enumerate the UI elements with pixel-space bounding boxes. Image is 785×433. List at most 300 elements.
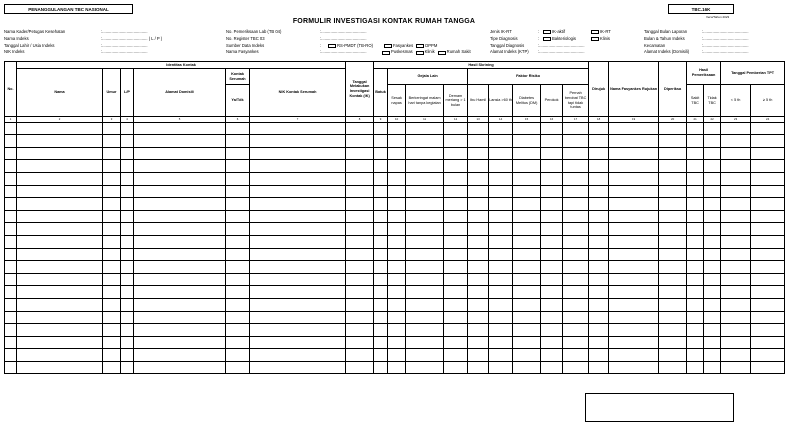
table-cell[interactable] <box>704 361 721 374</box>
info-value[interactable]: :....................................... <box>538 49 585 55</box>
table-cell[interactable] <box>751 361 785 374</box>
table-cell[interactable] <box>513 336 541 349</box>
table-cell[interactable] <box>134 185 226 198</box>
table-cell[interactable] <box>121 273 134 286</box>
table-cell[interactable] <box>5 336 17 349</box>
table-cell[interactable] <box>444 235 468 248</box>
table-cell[interactable] <box>444 122 468 135</box>
table-cell[interactable] <box>250 210 346 223</box>
table-cell[interactable] <box>388 210 406 223</box>
table-cell[interactable] <box>134 198 226 211</box>
table-cell[interactable] <box>374 336 388 349</box>
table-cell[interactable] <box>589 135 609 148</box>
table-cell[interactable] <box>541 135 563 148</box>
table-cell[interactable] <box>489 135 513 148</box>
table-cell[interactable] <box>121 122 134 135</box>
table-cell[interactable] <box>687 324 704 337</box>
table-cell[interactable] <box>121 172 134 185</box>
table-cell[interactable] <box>468 311 489 324</box>
table-cell[interactable] <box>468 273 489 286</box>
table-cell[interactable] <box>121 185 134 198</box>
table-cell[interactable] <box>5 147 17 160</box>
table-cell[interactable] <box>541 223 563 236</box>
table-cell[interactable] <box>5 361 17 374</box>
table-cell[interactable] <box>226 298 250 311</box>
table-cell[interactable] <box>103 235 121 248</box>
table-cell[interactable] <box>374 261 388 274</box>
table-cell[interactable] <box>541 336 563 349</box>
table-cell[interactable] <box>751 336 785 349</box>
table-cell[interactable] <box>121 336 134 349</box>
table-cell[interactable] <box>721 336 751 349</box>
info-value[interactable]: :....................................... <box>320 35 367 41</box>
table-cell[interactable] <box>444 147 468 160</box>
table-cell[interactable] <box>489 298 513 311</box>
table-cell[interactable] <box>250 248 346 261</box>
table-cell[interactable] <box>609 273 659 286</box>
table-cell[interactable] <box>589 210 609 223</box>
table-cell[interactable] <box>751 198 785 211</box>
table-cell[interactable] <box>444 336 468 349</box>
table-cell[interactable] <box>704 349 721 362</box>
table-cell[interactable] <box>704 135 721 148</box>
table-cell[interactable] <box>17 160 103 173</box>
table-cell[interactable] <box>468 361 489 374</box>
table-cell[interactable] <box>103 135 121 148</box>
table-cell[interactable] <box>513 198 541 211</box>
table-cell[interactable] <box>704 336 721 349</box>
table-cell[interactable] <box>250 273 346 286</box>
table-cell[interactable] <box>489 361 513 374</box>
table-cell[interactable] <box>406 298 444 311</box>
table-cell[interactable] <box>103 198 121 211</box>
table-cell[interactable] <box>226 210 250 223</box>
table-cell[interactable] <box>121 160 134 173</box>
table-cell[interactable] <box>103 122 121 135</box>
table-cell[interactable] <box>226 311 250 324</box>
table-cell[interactable] <box>226 286 250 299</box>
table-cell[interactable] <box>687 223 704 236</box>
table-cell[interactable] <box>489 210 513 223</box>
table-cell[interactable] <box>444 311 468 324</box>
table-cell[interactable] <box>687 248 704 261</box>
table-cell[interactable] <box>704 286 721 299</box>
table-cell[interactable] <box>659 160 687 173</box>
table-cell[interactable] <box>563 286 589 299</box>
table-cell[interactable] <box>513 361 541 374</box>
table-cell[interactable] <box>704 223 721 236</box>
table-cell[interactable] <box>609 261 659 274</box>
table-cell[interactable] <box>513 135 541 148</box>
table-cell[interactable] <box>103 361 121 374</box>
table-cell[interactable] <box>751 160 785 173</box>
table-cell[interactable] <box>541 298 563 311</box>
table-cell[interactable] <box>489 286 513 299</box>
table-cell[interactable] <box>5 273 17 286</box>
checkbox[interactable] <box>328 44 336 48</box>
table-cell[interactable] <box>468 185 489 198</box>
table-cell[interactable] <box>226 261 250 274</box>
option-bakteriologis[interactable] <box>543 36 588 43</box>
table-cell[interactable] <box>374 273 388 286</box>
table-cell[interactable] <box>489 235 513 248</box>
table-cell[interactable] <box>563 248 589 261</box>
table-cell[interactable] <box>468 261 489 274</box>
table-cell[interactable] <box>721 235 751 248</box>
table-cell[interactable] <box>687 349 704 362</box>
table-cell[interactable] <box>563 336 589 349</box>
option-fasyankes[interactable] <box>384 43 413 50</box>
table-cell[interactable] <box>468 349 489 362</box>
table-cell[interactable] <box>406 248 444 261</box>
signature-box[interactable] <box>585 393 734 422</box>
table-cell[interactable] <box>751 122 785 135</box>
table-cell[interactable] <box>751 235 785 248</box>
table-cell[interactable] <box>226 160 250 173</box>
table-cell[interactable] <box>563 349 589 362</box>
table-cell[interactable] <box>721 198 751 211</box>
table-cell[interactable] <box>134 248 226 261</box>
table-cell[interactable] <box>513 324 541 337</box>
table-cell[interactable] <box>659 311 687 324</box>
table-cell[interactable] <box>5 210 17 223</box>
table-cell[interactable] <box>609 122 659 135</box>
table-cell[interactable] <box>563 223 589 236</box>
table-cell[interactable] <box>5 248 17 261</box>
table-cell[interactable] <box>250 261 346 274</box>
table-cell[interactable] <box>444 160 468 173</box>
table-cell[interactable] <box>444 223 468 236</box>
table-cell[interactable] <box>121 223 134 236</box>
table-cell[interactable] <box>721 223 751 236</box>
table-cell[interactable] <box>751 298 785 311</box>
table-cell[interactable] <box>103 172 121 185</box>
table-cell[interactable] <box>541 273 563 286</box>
table-cell[interactable] <box>388 349 406 362</box>
table-cell[interactable] <box>121 286 134 299</box>
table-cell[interactable] <box>5 324 17 337</box>
table-cell[interactable] <box>541 235 563 248</box>
table-cell[interactable] <box>444 135 468 148</box>
checkbox[interactable] <box>591 30 599 34</box>
table-cell[interactable] <box>5 286 17 299</box>
table-cell[interactable] <box>134 135 226 148</box>
table-cell[interactable] <box>468 336 489 349</box>
table-cell[interactable] <box>541 160 563 173</box>
table-cell[interactable] <box>134 286 226 299</box>
info-value[interactable]: :....................................... <box>702 35 749 41</box>
info-value[interactable]: :....................................... <box>320 49 367 55</box>
table-cell[interactable] <box>121 147 134 160</box>
table-cell[interactable] <box>563 324 589 337</box>
table-cell[interactable] <box>659 324 687 337</box>
table-cell[interactable] <box>346 198 374 211</box>
table-cell[interactable] <box>541 210 563 223</box>
table-cell[interactable] <box>659 235 687 248</box>
table-cell[interactable] <box>721 311 751 324</box>
table-cell[interactable] <box>468 122 489 135</box>
checkbox[interactable] <box>543 30 551 34</box>
table-cell[interactable] <box>609 147 659 160</box>
table-cell[interactable] <box>609 185 659 198</box>
table-cell[interactable] <box>17 147 103 160</box>
table-cell[interactable] <box>489 122 513 135</box>
table-cell[interactable] <box>134 336 226 349</box>
table-cell[interactable] <box>721 147 751 160</box>
table-cell[interactable] <box>374 198 388 211</box>
table-cell[interactable] <box>751 210 785 223</box>
table-cell[interactable] <box>250 286 346 299</box>
table-cell[interactable] <box>687 198 704 211</box>
table-cell[interactable] <box>226 147 250 160</box>
table-cell[interactable] <box>346 172 374 185</box>
table-cell[interactable] <box>406 185 444 198</box>
table-cell[interactable] <box>687 361 704 374</box>
table-cell[interactable] <box>5 223 17 236</box>
table-cell[interactable] <box>609 198 659 211</box>
table-cell[interactable] <box>374 349 388 362</box>
table-cell[interactable] <box>17 122 103 135</box>
table-cell[interactable] <box>468 286 489 299</box>
table-cell[interactable] <box>704 122 721 135</box>
table-cell[interactable] <box>5 135 17 148</box>
table-cell[interactable] <box>17 135 103 148</box>
table-cell[interactable] <box>489 223 513 236</box>
option-rumah-sakit[interactable] <box>438 49 471 56</box>
table-cell[interactable] <box>17 172 103 185</box>
table-cell[interactable] <box>489 198 513 211</box>
table-cell[interactable] <box>17 223 103 236</box>
table-cell[interactable] <box>513 160 541 173</box>
table-cell[interactable] <box>134 235 226 248</box>
table-cell[interactable] <box>609 349 659 362</box>
table-cell[interactable] <box>687 122 704 135</box>
table-cell[interactable] <box>563 273 589 286</box>
table-cell[interactable] <box>121 361 134 374</box>
table-cell[interactable] <box>388 298 406 311</box>
table-cell[interactable] <box>589 160 609 173</box>
option-klinis[interactable] <box>591 36 610 43</box>
table-cell[interactable] <box>563 361 589 374</box>
table-cell[interactable] <box>609 361 659 374</box>
info-value[interactable]: :....................................... ( L / P ) <box>101 35 163 41</box>
table-cell[interactable] <box>374 172 388 185</box>
table-cell[interactable] <box>563 261 589 274</box>
table-cell[interactable] <box>103 336 121 349</box>
table-cell[interactable] <box>5 198 17 211</box>
table-cell[interactable] <box>406 135 444 148</box>
table-cell[interactable] <box>134 160 226 173</box>
table-cell[interactable] <box>489 273 513 286</box>
info-value[interactable]: :....................................... <box>702 42 749 48</box>
table-cell[interactable] <box>513 261 541 274</box>
info-value[interactable]: :....................................... <box>320 29 367 34</box>
table-cell[interactable] <box>250 172 346 185</box>
table-cell[interactable] <box>589 185 609 198</box>
table-cell[interactable] <box>513 122 541 135</box>
table-cell[interactable] <box>563 135 589 148</box>
option-dppm[interactable] <box>416 43 437 50</box>
table-cell[interactable] <box>513 147 541 160</box>
table-cell[interactable] <box>589 147 609 160</box>
table-cell[interactable] <box>563 160 589 173</box>
table-cell[interactable] <box>134 261 226 274</box>
table-cell[interactable] <box>751 286 785 299</box>
table-cell[interactable] <box>687 210 704 223</box>
table-cell[interactable] <box>589 248 609 261</box>
table-cell[interactable] <box>250 122 346 135</box>
option-ik-rt[interactable] <box>591 29 611 36</box>
info-value[interactable]: :....................................... <box>702 29 749 34</box>
table-cell[interactable] <box>374 235 388 248</box>
table-cell[interactable] <box>134 147 226 160</box>
table-cell[interactable] <box>659 286 687 299</box>
table-cell[interactable] <box>721 160 751 173</box>
table-cell[interactable] <box>444 286 468 299</box>
table-cell[interactable] <box>5 298 17 311</box>
option-ik-aktif[interactable] <box>543 29 588 36</box>
table-cell[interactable] <box>346 349 374 362</box>
table-cell[interactable] <box>226 172 250 185</box>
table-cell[interactable] <box>250 160 346 173</box>
table-cell[interactable] <box>609 336 659 349</box>
table-cell[interactable] <box>721 122 751 135</box>
table-cell[interactable] <box>513 185 541 198</box>
table-cell[interactable] <box>121 298 134 311</box>
table-cell[interactable] <box>721 298 751 311</box>
table-cell[interactable] <box>541 261 563 274</box>
table-cell[interactable] <box>609 286 659 299</box>
table-cell[interactable] <box>704 210 721 223</box>
table-cell[interactable] <box>541 248 563 261</box>
table-cell[interactable] <box>374 311 388 324</box>
table-cell[interactable] <box>468 248 489 261</box>
table-cell[interactable] <box>563 198 589 211</box>
table-cell[interactable] <box>374 361 388 374</box>
table-cell[interactable] <box>489 172 513 185</box>
table-cell[interactable] <box>704 311 721 324</box>
table-cell[interactable] <box>589 324 609 337</box>
table-cell[interactable] <box>589 361 609 374</box>
table-cell[interactable] <box>103 298 121 311</box>
table-cell[interactable] <box>103 273 121 286</box>
table-cell[interactable] <box>513 210 541 223</box>
table-cell[interactable] <box>374 147 388 160</box>
table-cell[interactable] <box>563 172 589 185</box>
table-cell[interactable] <box>226 349 250 362</box>
table-cell[interactable] <box>134 298 226 311</box>
info-value[interactable]: :....................................... <box>101 42 148 48</box>
table-cell[interactable] <box>406 235 444 248</box>
table-cell[interactable] <box>563 235 589 248</box>
table-cell[interactable] <box>659 198 687 211</box>
table-cell[interactable] <box>659 298 687 311</box>
table-cell[interactable] <box>250 147 346 160</box>
table-cell[interactable] <box>103 311 121 324</box>
table-cell[interactable] <box>121 261 134 274</box>
table-cell[interactable] <box>226 248 250 261</box>
table-cell[interactable] <box>17 286 103 299</box>
table-cell[interactable] <box>17 298 103 311</box>
table-cell[interactable] <box>388 261 406 274</box>
table-cell[interactable] <box>704 261 721 274</box>
info-value[interactable]: :....................................... <box>538 42 585 48</box>
table-cell[interactable] <box>589 223 609 236</box>
table-cell[interactable] <box>17 261 103 274</box>
table-cell[interactable] <box>250 198 346 211</box>
table-cell[interactable] <box>589 286 609 299</box>
table-cell[interactable] <box>704 147 721 160</box>
table-cell[interactable] <box>704 248 721 261</box>
table-cell[interactable] <box>704 298 721 311</box>
table-cell[interactable] <box>346 235 374 248</box>
table-cell[interactable] <box>513 172 541 185</box>
table-cell[interactable] <box>346 286 374 299</box>
table-cell[interactable] <box>103 324 121 337</box>
table-cell[interactable] <box>589 273 609 286</box>
table-cell[interactable] <box>250 311 346 324</box>
table-cell[interactable] <box>704 198 721 211</box>
table-cell[interactable] <box>103 160 121 173</box>
table-cell[interactable] <box>226 198 250 211</box>
table-cell[interactable] <box>5 185 17 198</box>
table-cell[interactable] <box>751 311 785 324</box>
table-cell[interactable] <box>250 135 346 148</box>
table-cell[interactable] <box>609 135 659 148</box>
info-value[interactable]: :....................................... <box>702 49 749 55</box>
table-cell[interactable] <box>250 324 346 337</box>
table-cell[interactable] <box>541 172 563 185</box>
table-cell[interactable] <box>513 298 541 311</box>
table-cell[interactable] <box>388 311 406 324</box>
table-cell[interactable] <box>374 135 388 148</box>
table-cell[interactable] <box>704 273 721 286</box>
table-cell[interactable] <box>226 122 250 135</box>
table-cell[interactable] <box>589 311 609 324</box>
table-cell[interactable] <box>589 336 609 349</box>
table-cell[interactable] <box>406 324 444 337</box>
table-cell[interactable] <box>589 235 609 248</box>
table-cell[interactable] <box>121 235 134 248</box>
table-cell[interactable] <box>250 235 346 248</box>
table-cell[interactable] <box>444 248 468 261</box>
table-cell[interactable] <box>103 210 121 223</box>
table-cell[interactable] <box>250 298 346 311</box>
table-cell[interactable] <box>589 261 609 274</box>
option-klinik[interactable] <box>416 49 435 56</box>
table-cell[interactable] <box>346 160 374 173</box>
table-cell[interactable] <box>444 324 468 337</box>
table-cell[interactable] <box>687 336 704 349</box>
table-cell[interactable] <box>134 172 226 185</box>
table-cell[interactable] <box>374 160 388 173</box>
table-cell[interactable] <box>17 210 103 223</box>
table-cell[interactable] <box>134 349 226 362</box>
table-cell[interactable] <box>388 248 406 261</box>
table-cell[interactable] <box>589 172 609 185</box>
table-cell[interactable] <box>721 248 751 261</box>
table-cell[interactable] <box>489 311 513 324</box>
table-cell[interactable] <box>121 135 134 148</box>
table-cell[interactable] <box>374 122 388 135</box>
table-cell[interactable] <box>406 147 444 160</box>
table-cell[interactable] <box>388 235 406 248</box>
table-cell[interactable] <box>250 185 346 198</box>
table-cell[interactable] <box>513 286 541 299</box>
table-cell[interactable] <box>489 248 513 261</box>
table-cell[interactable] <box>346 122 374 135</box>
table-cell[interactable] <box>687 273 704 286</box>
